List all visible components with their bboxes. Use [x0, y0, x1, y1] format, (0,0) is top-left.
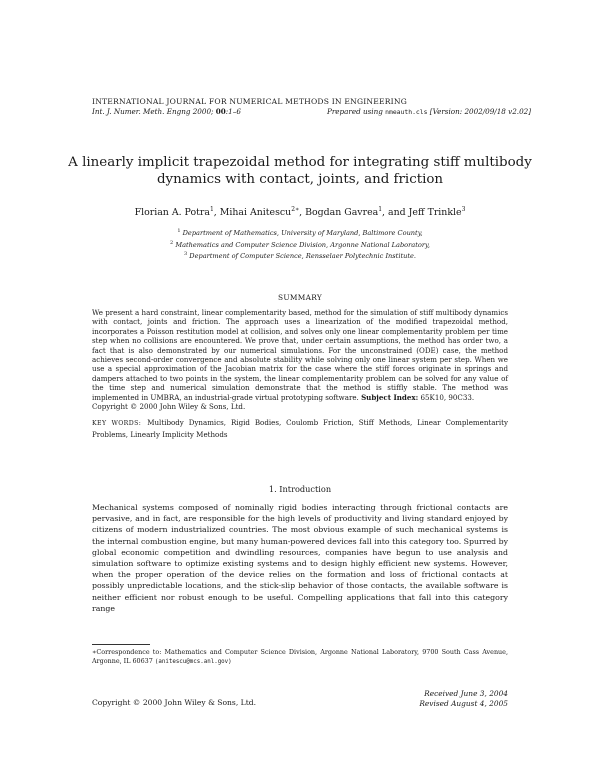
- author-name: Jeff Trinkle: [408, 207, 462, 219]
- affiliations: [60, 227, 540, 262]
- summary-heading: SUMMARY: [277, 293, 323, 302]
- journal-citation: Int. J. Numer. Meth. Engng 2000; 00:1–6: [92, 107, 241, 116]
- footer-copyright: Copyright © 2000 John Wiley & Sons, Ltd.: [92, 698, 257, 707]
- author-mark: 2∗: [291, 206, 300, 213]
- revised-date: Revised August 4, 2005: [419, 699, 508, 708]
- author-mark: 3: [461, 206, 466, 213]
- journal-name: INTERNATIONAL JOURNAL FOR NUMERICAL METHODS IN ENGINEERING: [92, 97, 407, 106]
- paper-title: A linearly implicit trapezoidal method for integrating stiff multibody dynamics with contact, joints, and friction: [68, 155, 532, 187]
- section-heading-introduction: 1. Introduction: [268, 484, 332, 494]
- journal-citation-row: [92, 107, 532, 117]
- author-name: Mihai Anitescu: [219, 207, 292, 219]
- introduction-paragraph: Mechanical systems composed of nominally rigid bodies interacting through frictional contacts are pervasive, and in fact, are responsible for the high levels of productivity and living standard enjoyed by citizens of modern industrialized countries. The most obvious example of such mechanical systems is the internal combustion engine, but many human-powered devices fall into this category too. Spurred by global economic competition and dwindling resources, companies have begun to use analysis and simulation software to optimize existing systems and to design highly efficient new systems. However, when the proper operation of the device relies on the formation and loss of frictional contacts at possibly unpredictable locations, and the stick-slip behavior of those contacts, the available software is neither efficient nor robust enough to be useful. Compelling applications that fall into this category range: [92, 503, 508, 613]
- author-name: Bogdan Gavrea: [305, 207, 379, 219]
- received-dates: [419, 689, 508, 709]
- author-name: Florian A. Potra: [134, 207, 210, 219]
- affiliation: $^2$ Mathematics and Computer Science Division, Argonne National Laboratory,: [170, 239, 430, 249]
- footnote-email: (anitescu@mcs.anl.gov): [154, 659, 232, 665]
- author-mark: 1: [209, 206, 214, 213]
- received-date: Received June 3, 2004: [424, 689, 508, 698]
- abstract-copyright: Copyright © 2000 John Wiley & Sons, Ltd.: [92, 402, 246, 412]
- footnote-rule: [92, 644, 150, 645]
- keywords-text: Multibody Dynamics, Rigid Bodies, Coulomb Friction, Stiff Methods, Linear Complementarity Problems, Linearly Implicity Methods: [92, 418, 508, 439]
- affiliation: $^1$ Department of Mathematics, University of Maryland, Baltimore County,: [177, 228, 423, 238]
- affiliation: $^3$ Department of Computer Science, Rensselaer Polytechnic Institute.: [183, 251, 416, 261]
- keywords-label: KEY WORDS:: [92, 420, 142, 427]
- correspondence-footnote: ∗Correspondence to: Mathematics and Computer Science Division, Argonne National Laboratory, 9700 South Cass Avenue, Argonne, IL 60637 (anitescu@mcs.anl.gov): [92, 648, 508, 665]
- journal-header: [92, 97, 532, 117]
- abstract: We present a hard constraint, linear complementarity based, method for the simulation of stiff multibody dynamics with contact, joints and friction. The approach uses a linearization of the modified trapezoidal method, incorporates a Poisson restitution model at collision, and solves only one linear complementarity problem per time step when no collisions are encountered. We prove that, under certain assumptions, the method has order two, a fact that is also demonstrated by our numerical simulations. For the unconstrained (ODE) case, the method achieves second-order convergence and absolute stability while solving only one linear system per step. When we use a special approximation of the Jacobian matrix for the case where the stiff forces originate in springs and dampers attached to two points in the system, the linear complementarity problem can be solved for any value of the time step and numerical simulation demonstrate that the method is stiffly stable. The method was implemented in UMBRA, an industrial-grade virtual prototyping software. Subject Index: 65K10, 90C33. Copyright © 2000 John Wiley & Sons, Ltd.: [92, 308, 508, 412]
- author-mark: 1: [378, 206, 383, 213]
- keywords: [92, 418, 508, 440]
- author-list: Florian A. Potra$^1$, Mihai Anitescu$^{2∗}$, Bogdan Gavrea$^1$, and Jeff Trinkle$^3$: [134, 206, 466, 219]
- prepared-using: Prepared using nmeauth.cls [Version: 2002/09/18 v2.02]: [327, 107, 532, 116]
